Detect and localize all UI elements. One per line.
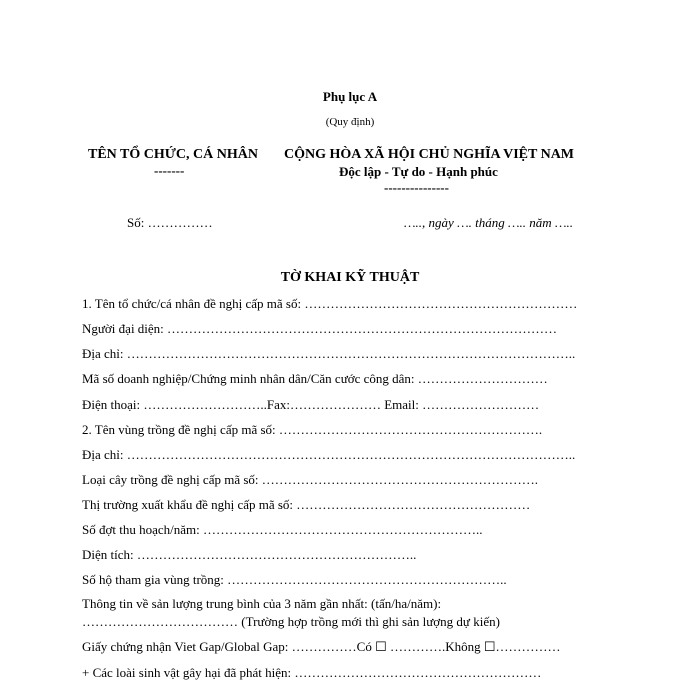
document-number: Số: …………… <box>127 215 213 230</box>
nation-title: CỘNG HÒA XÃ HỘI CHỦ NGHĨA VIỆT NAM <box>284 147 575 162</box>
form-line: Mã số doanh nghiệp/Chứng minh nhân dân/Căn cước công dân: ………………………… <box>82 371 548 386</box>
appendix-note: (Quy định) <box>325 116 375 128</box>
form-line: + Các loài sinh vật gây hại đã phát hiện: ………………………………………………… <box>82 665 542 680</box>
form-line: Số hộ tham gia vùng trồng: ……………………………………………………….. <box>82 572 507 587</box>
form-line: Loại cây trồng đề nghị cấp mã số: ………………………………………………………. <box>82 472 539 487</box>
form-line: 2. Tên vùng trồng đề nghị cấp mã số: ……………………………………………………. <box>82 422 543 437</box>
motto: Độc lập - Tự do - Hạnh phúc <box>339 164 498 179</box>
form-line: 1. Tên tổ chức/cá nhân đề nghị cấp mã số: ……………………………………………………… <box>82 296 578 311</box>
motto-dashes: --------------- <box>384 180 449 195</box>
form-line: Thị trường xuất khẩu đề nghị cấp mã số: ……………………………………………… <box>82 497 531 512</box>
form-line: Số đợt thu hoạch/năm: ……………………………………………………….. <box>82 522 483 537</box>
org-label: TÊN TỔ CHỨC, CÁ NHÂN <box>88 147 258 162</box>
form-line: Thông tin về sản lượng trung bình của 3 năm gần nhất: (tấn/ha/năm): <box>82 596 442 611</box>
form-line: Người đại diện: ……………………………………………………………………………… <box>82 321 558 336</box>
form-line: Điện thoại: ………………………..Fax:………………… Email: ……………………… <box>82 397 540 412</box>
form-line: Giấy chứng nhận Viet Gap/Global Gap: ……………Có ☐ ………….Không ☐…………… <box>82 639 561 654</box>
org-dashes: ------- <box>154 163 185 178</box>
form-line: Địa chỉ: ………………………………………………………………………………………….. <box>82 447 576 462</box>
form-title: TỜ KHAI KỸ THUẬT <box>280 270 420 285</box>
appendix-title: Phụ lục A <box>322 89 378 104</box>
form-line: ……………………………… (Trường hợp trồng mới thì ghi sản lượng dự kiến) <box>82 614 500 629</box>
form-line: Diện tích: ……………………………………………………….. <box>82 547 417 562</box>
document-date: ….., ngày …. tháng ….. năm ….. <box>404 215 574 230</box>
form-line: Địa chỉ: ………………………………………………………………………………………….. <box>82 346 576 361</box>
